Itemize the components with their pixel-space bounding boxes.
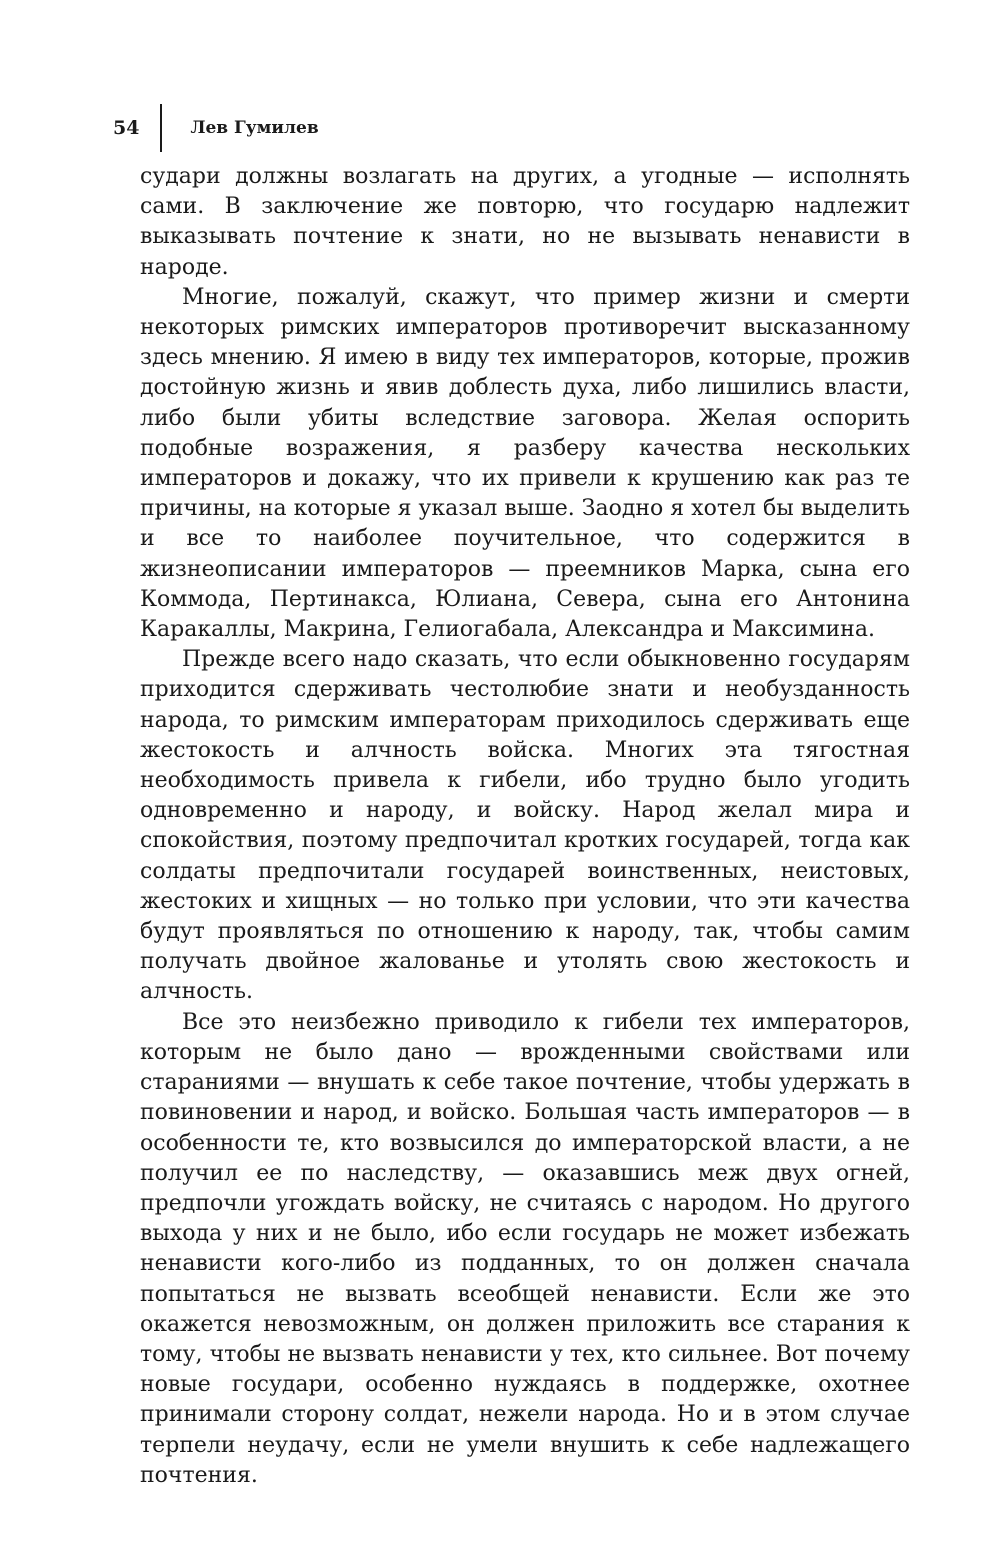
header-author: Лев Гумилев (190, 118, 319, 138)
paragraph-2: Многие, пожалуй, скажут, что пример жизни и смерти некоторых римских императоров противоречит высказанному здесь мнению. Я имею в виду тех императоров, которые, прожив достойную жизнь и явив доблесть духа, либо лишились власти, либо были убиты вследствие заговора. Желая оспорить подобные возражения, я разберу качества нескольких императоров и докажу, что их привели к крушению как раз те причины, на которые я указал выше. Заодно я хотел бы выделить и все то наиболее поучительное, что содержится в жизнеописании императоров — преемников Марка, сына его Коммода, Пертинакса, Юлиана, Севера, сына его Антонина Каракаллы, Макрина, Гелиогабала, Александра и Максимина. (140, 284, 910, 643)
paragraph-1: судари должны возлагать на других, а угодные — исполнять сами. В заключение же повторю, что государю надлежит выказывать почтение к знати, но не вызывать ненависти в народе. (140, 164, 910, 280)
running-header (113, 103, 319, 153)
paragraph-3: Прежде всего надо сказать, что если обыкновенно государям приходится сдерживать честолюбие знати и необузданность народа, то римским императорам приходилось сдерживать еще жестокость и алчность войска. Многих эта тягостная необходимость привела к гибели, ибо трудно было угодить одновременно и народу, и войску. Народ желал мира и спокойствия, поэтому предпочитал кротких государей, тогда как солдаты предпочитали государей воинственных, неистовых, жестоких и хищных — но только при условии, что эти качества будут проявляться по отношению к народу, так, чтобы самим получать двойное жалованье и утолять свою жестокость и алчность. (140, 647, 910, 1005)
page-number: 54 (113, 117, 140, 139)
text-body (140, 162, 910, 1491)
header-divider (160, 104, 162, 152)
paragraph-4: Все это неизбежно приводило к гибели тех императоров, которым не было дано — врожденными свойствами или стараниями — внушать к себе такое почтение, чтобы удержать в повиновении и народ, и войско. Большая часть императоров — в особенности те, кто возвысился до императорской власти, а не получил ее по наследству, — оказавшись меж двух огней, предпочли угождать войску, не считаясь с народом. Но другого выхода у них и не было, ибо если государь не может избежать ненависти кого-либо из подданных, то он должен сначала попытаться не вызвать всеобщей ненависти. Если же это окажется невозможным, он должен приложить все старания к тому, чтобы не вызвать ненависти у тех, кто сильнее. Вот почему новые государи, особенно нуждаясь в поддержке, охотнее принимали сторону солдат, нежели народа. Но и в этом случае терпели неудачу, если не умели внушить к себе надлежащего почтения. (140, 1009, 910, 1488)
